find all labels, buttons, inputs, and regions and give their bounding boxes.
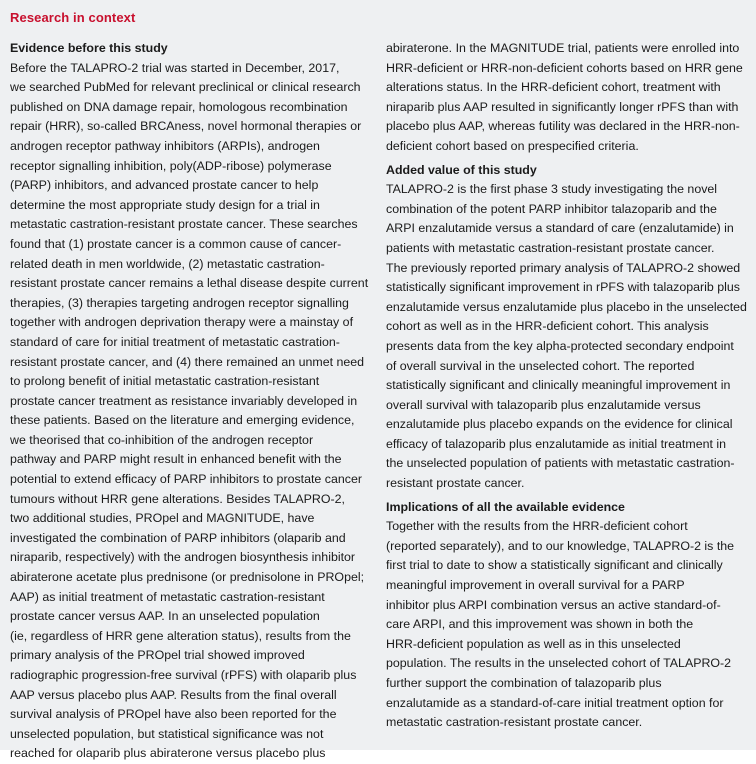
text-line: standard of care for initial treatment of metastatic castration- bbox=[10, 334, 340, 349]
text-line: placebo plus AAP, whereas futility was declared in the HRR-non- bbox=[386, 119, 740, 134]
text-line: repair (HRR), so-called BRCAness, novel hormonal therapies or bbox=[10, 119, 362, 134]
text-line: unselected population, but statistical significance was not bbox=[10, 726, 324, 741]
text-line: metastatic castration-resistant prostate cancer. These searches bbox=[10, 217, 358, 232]
text-line: Together with the results from the HRR-deficient cohort bbox=[386, 519, 688, 534]
text-line: TALAPRO-2 is the first phase 3 study investigating the novel bbox=[386, 182, 718, 197]
text-line: enzalutamide as a standard-of-care initial treatment option for bbox=[386, 695, 724, 710]
text-line: further support the combination of talazoparib plus bbox=[386, 676, 662, 690]
panel-title: Research in context bbox=[10, 10, 136, 25]
text-line: presents data from the key alpha-protected secondary endpoint bbox=[386, 338, 734, 353]
text-line: we theorised that co-inhibition of the androgen receptor bbox=[10, 432, 314, 447]
text-line: published on DNA damage repair, homologous recombination bbox=[10, 99, 348, 114]
text-line: enzalutamide versus enzalutamide plus placebo in the unselected bbox=[386, 299, 747, 314]
text-line: prostate cancer treatment as resistance invariably developed in bbox=[10, 393, 358, 408]
text-line: two additional studies, PROpel and MAGNITUDE, have bbox=[10, 511, 315, 526]
text-line: found that (1) prostate cancer is a common cause of cancer- bbox=[10, 236, 342, 251]
text-line: of overall survival in the unselected cohort. The reported bbox=[386, 358, 695, 373]
text-line: abiraterone acetate plus prednisone (or prednisolone in PROpel; bbox=[10, 570, 365, 585]
text-line: (PARP) inhibitors, and advanced prostate cancer to help bbox=[10, 178, 319, 193]
text-line: statistically significant improvement in rPFS with talazoparib plus bbox=[386, 280, 740, 295]
evidence-paragraph bbox=[10, 59, 378, 764]
text-line: prostate cancer versus AAP. In an unselected population bbox=[10, 609, 320, 624]
text-line: resistant prostate cancer, and (4) there remained an unmet need bbox=[10, 354, 365, 369]
text-line: HRR-deficient or HRR-non-deficient cohorts based on HRR gene bbox=[386, 60, 743, 75]
text-line: reached for olaparib plus abiraterone versus placebo plus bbox=[10, 746, 326, 761]
text-line: niraparib, respectively) with the androgen biosynthesis inhibitor bbox=[10, 550, 356, 565]
text-line: combination of the potent PARP inhibitor talazoparib and the bbox=[386, 201, 717, 216]
added-value-heading: Added value of this study bbox=[386, 162, 537, 177]
text-line: The previously reported primary analysis of TALAPRO-2 showed bbox=[386, 260, 741, 275]
text-line: resistant prostate cancer. bbox=[386, 476, 525, 491]
right-column bbox=[386, 39, 750, 733]
text-line: therapies, (3) therapies targeting androgen receptor signalling bbox=[10, 295, 349, 310]
text-line: first trial to date to show a statistically significant and clinically bbox=[386, 558, 723, 573]
text-line: deficient cohort based on prespecified criteria. bbox=[386, 138, 639, 153]
text-line: determine the most appropriate study design for a trial in bbox=[10, 197, 320, 212]
text-line: (reported separately), and to our knowledge, TALAPRO-2 is the bbox=[386, 538, 735, 553]
text-line: resistant prostate cancer remains a lethal disease despite current bbox=[10, 276, 369, 291]
evidence-heading: Evidence before this study bbox=[10, 41, 168, 55]
text-line: to prolong benefit of initial metastatic castration-resistant bbox=[10, 374, 320, 389]
text-line: primary analysis of the PROpel trial showed improved bbox=[10, 648, 305, 663]
text-line: inhibitor plus ARPI combination versus an active standard-of- bbox=[386, 597, 721, 612]
text-line: Before the TALAPRO-2 trial was started in December, 2017, bbox=[10, 60, 340, 75]
text-line: investigated the combination of PARP inhibitors (olaparib and bbox=[10, 530, 346, 545]
text-line: these patients. Based on the literature and emerging evidence, bbox=[10, 413, 355, 428]
text-line: AAP versus placebo plus AAP. Results from the final overall bbox=[10, 687, 337, 702]
evidence-continuation-paragraph bbox=[386, 39, 750, 157]
text-line: care ARPI, and this improvement was shown in both the bbox=[386, 617, 694, 632]
text-line: cohort as well as in the HRR-deficient cohort. This analysis bbox=[386, 319, 709, 334]
text-line: ARPI enzalutamide versus a standard of care (enzalutamide) in bbox=[386, 221, 734, 236]
text-line: related death in men worldwide, (2) metastatic castration- bbox=[10, 256, 325, 271]
left-column bbox=[10, 39, 378, 764]
text-line: we searched PubMed for relevant preclinical or clinical research bbox=[10, 80, 361, 95]
text-line: statistically significant and clinically meaningful improvement in bbox=[386, 378, 731, 393]
text-line: efficacy of talazoparib plus enzalutamide as initial treatment in bbox=[386, 436, 727, 451]
text-line: population. The results in the unselected cohort of TALAPRO-2 bbox=[386, 656, 732, 671]
text-line: tumours without HRR gene alterations. Besides TALAPRO-2, bbox=[10, 491, 345, 506]
text-line: (ie, regardless of HRR gene alteration status), results from the bbox=[10, 628, 351, 643]
text-line: abiraterone. In the MAGNITUDE trial, patients were enrolled into bbox=[386, 41, 740, 55]
text-line: meaningful improvement in overall survival for a PARP bbox=[386, 578, 685, 593]
text-line: enzalutamide plus placebo expands on the evidence for clinical bbox=[386, 417, 733, 432]
text-line: the unselected population of patients with metastatic castration- bbox=[386, 456, 735, 471]
text-line: patients with metastatic castration-resistant prostate cancer. bbox=[386, 240, 715, 255]
implications-heading: Implications of all the available evidence bbox=[386, 499, 625, 514]
text-line: radiographic progression-free survival (rPFS) with olaparib plus bbox=[10, 668, 357, 682]
text-line: receptor signalling inhibition, poly(ADP-ribose) polymerase bbox=[10, 158, 332, 173]
text-line: together with androgen deprivation therapy were a mainstay of bbox=[10, 315, 354, 330]
added-value-paragraph bbox=[386, 180, 750, 494]
text-line: HRR-deficient population as well as in this unselected bbox=[386, 636, 681, 651]
text-line: pathway and PARP might result in enhanced benefit with the bbox=[10, 452, 342, 467]
text-line: survival analysis of PROpel have also been reported for the bbox=[10, 707, 337, 722]
implications-paragraph bbox=[386, 517, 750, 733]
text-line: AAP) as initial treatment of metastatic castration-resistant bbox=[10, 589, 325, 604]
text-line: overall survival with talazoparib plus enzalutamide versus bbox=[386, 397, 701, 412]
text-line: androgen receptor pathway inhibitors (ARPIs), androgen bbox=[10, 138, 320, 153]
text-line: potential to extend efficacy of PARP inhibitors to prostate cancer bbox=[10, 472, 362, 487]
text-line: alterations status. In the HRR-deficient cohort, treatment with bbox=[386, 80, 721, 95]
text-line: metastatic castration-resistant prostate cancer. bbox=[386, 715, 643, 730]
text-line: niraparib plus AAP resulted in significantly longer rPFS than with bbox=[386, 99, 739, 114]
